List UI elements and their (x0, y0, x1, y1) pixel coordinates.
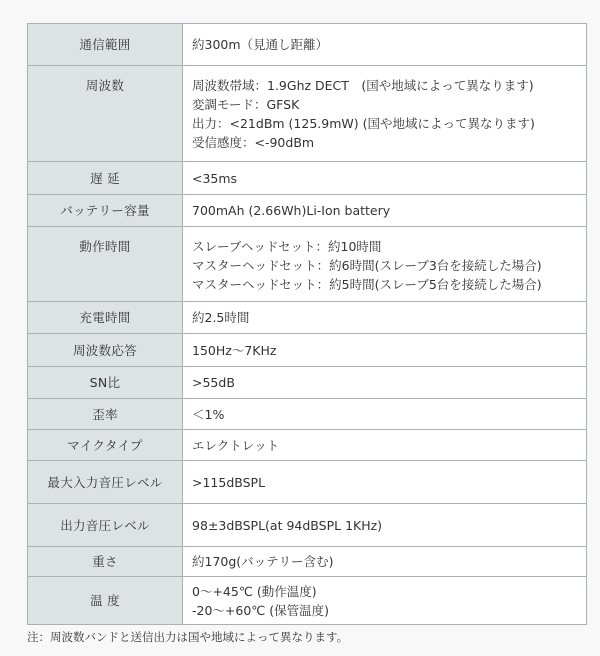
spec-value-line: 150Hz～7KHz (192, 342, 277, 358)
spec-label: SN比 (28, 367, 183, 399)
spec-row-distortion (28, 399, 587, 430)
spec-value-line: 98±3dBSPL(at 94dBSPL 1KHz) (192, 517, 383, 533)
spec-value (183, 367, 587, 399)
spec-value-line: 約170g(バッテリー含む) (192, 554, 334, 569)
spec-value-line: >115dBSPL (192, 474, 266, 490)
spec-value (183, 504, 587, 547)
footnote: 注：周波数バンドと送信出力は国や地域によって異なります。 (27, 630, 349, 644)
spec-value (183, 195, 587, 227)
spec-label: 周波数応答 (28, 334, 183, 367)
spec-value-line: マスターヘッドセット：約6時間(スレーブ3台を接続した場合) (192, 258, 542, 273)
spec-label: 最大入力音圧レベル (28, 461, 183, 504)
spec-label: マイクタイプ (28, 430, 183, 461)
spec-value-line: 約2.5時間 (192, 310, 250, 325)
spec-label: 周波数 (28, 66, 183, 162)
spec-label: バッテリー容量 (28, 195, 183, 227)
spec-row-range (28, 24, 587, 66)
spec-row-latency (28, 162, 587, 195)
spec-value-line: 受信感度：<-90dBm (192, 135, 315, 150)
spec-value-line: マスターヘッドセット：約5時間(スレーブ5台を接続した場合) (192, 277, 542, 292)
spec-row-max-input-spl (28, 461, 587, 504)
spec-value (183, 547, 587, 577)
spec-value (183, 302, 587, 334)
spec-value-line: 出力：<21dBm (125.9mW) (国や地域によって異なります) (192, 116, 535, 131)
spec-label: 温 度 (28, 577, 183, 625)
spec-value-line: ＜1% (192, 406, 225, 422)
spec-value-line: 変調モード：GFSK (192, 97, 300, 112)
spec-row-mic-type (28, 430, 587, 461)
spec-value (183, 24, 587, 66)
spec-label: 充電時間 (28, 302, 183, 334)
spec-row-temperature (28, 577, 587, 625)
spec-value (183, 334, 587, 367)
spec-value (183, 162, 587, 195)
spec-value (183, 66, 587, 162)
spec-value-line: 周波数帯域：1.9Ghz DECT (国や地域によって異なります) (192, 78, 534, 93)
spec-label: 出力音圧レベル (28, 504, 183, 547)
spec-value-line: スレーブヘッドセット：約10時間 (192, 239, 382, 254)
spec-value-line: -20～+60℃ (保管温度) (192, 602, 330, 618)
spec-label: 遅 延 (28, 162, 183, 195)
spec-value (183, 399, 587, 430)
spec-table (27, 23, 587, 625)
spec-row-frequency (28, 66, 587, 162)
spec-row-operating-time (28, 227, 587, 302)
spec-value-line: 約300m（見通し距離） (192, 37, 329, 52)
spec-row-snr (28, 367, 587, 399)
spec-value-line: 0～+45℃ (動作温度) (192, 583, 317, 599)
spec-row-battery-capacity (28, 195, 587, 227)
spec-row-weight (28, 547, 587, 577)
spec-label: 動作時間 (28, 227, 183, 302)
spec-value-line: >55dB (192, 375, 235, 390)
spec-label: 歪率 (28, 399, 183, 430)
spec-value (183, 461, 587, 504)
spec-value (183, 227, 587, 302)
spec-label: 通信範囲 (28, 24, 183, 66)
spec-value-line: 700mAh (2.66Wh)Li-Ion battery (192, 203, 391, 218)
spec-label: 重さ (28, 547, 183, 577)
spec-row-charge-time (28, 302, 587, 334)
spec-value (183, 430, 587, 461)
spec-value (183, 577, 587, 625)
spec-value-line: <35ms (192, 170, 238, 186)
spec-row-output-spl (28, 504, 587, 547)
spec-row-frequency-response (28, 334, 587, 367)
spec-value-line: エレクトレット (192, 437, 280, 453)
